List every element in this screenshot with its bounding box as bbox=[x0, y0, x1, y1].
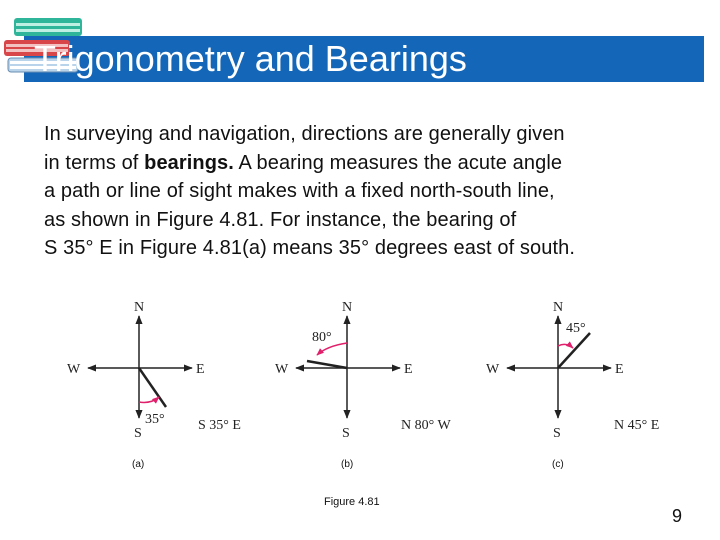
east-label: E bbox=[404, 362, 413, 377]
north-label: N bbox=[342, 300, 353, 315]
page-number: 9 bbox=[672, 506, 683, 526]
north-label: N bbox=[553, 300, 564, 315]
diagram-a bbox=[67, 300, 241, 470]
body-line: S 35° E in Figure 4.81(a) means 35° degrees east of south. bbox=[44, 237, 575, 259]
body-line: In surveying and navigation, directions are generally given bbox=[44, 123, 565, 145]
diagram-caption: (b) bbox=[341, 459, 354, 470]
angle-label: 45° bbox=[566, 321, 586, 336]
west-label: W bbox=[486, 362, 500, 377]
body-line: as shown in Figure 4.81. For instance, the bearing of bbox=[44, 208, 517, 231]
body-text-segment: A bearing measures the acute angle bbox=[233, 151, 563, 174]
east-label: E bbox=[196, 362, 205, 377]
bearing-label: S 35° E bbox=[198, 418, 241, 433]
east-label: E bbox=[615, 362, 624, 377]
diagram-caption: (a) bbox=[132, 459, 145, 470]
diagram-c bbox=[486, 300, 659, 470]
north-label: N bbox=[134, 300, 145, 315]
south-label: S bbox=[553, 426, 561, 441]
body-line: a path or line of sight makes with a fixed north-south line, bbox=[44, 180, 555, 202]
page-title: Trigonometry and Bearings bbox=[34, 38, 467, 79]
bearing-label: N 45° E bbox=[614, 418, 660, 433]
body-text-segment: in terms of bbox=[44, 151, 145, 174]
west-label: W bbox=[67, 362, 81, 377]
angle-label: 35° bbox=[145, 412, 165, 427]
diagram-b bbox=[275, 300, 451, 470]
bearing-label: N 80° W bbox=[401, 418, 451, 433]
figure-caption: Figure 4.81 bbox=[324, 496, 380, 508]
bold-term: bearings. bbox=[144, 151, 234, 174]
angle-label: 80° bbox=[312, 330, 332, 345]
south-label: S bbox=[134, 426, 142, 441]
west-label: W bbox=[275, 362, 289, 377]
south-label: S bbox=[342, 426, 350, 441]
diagram-caption: (c) bbox=[552, 459, 564, 470]
